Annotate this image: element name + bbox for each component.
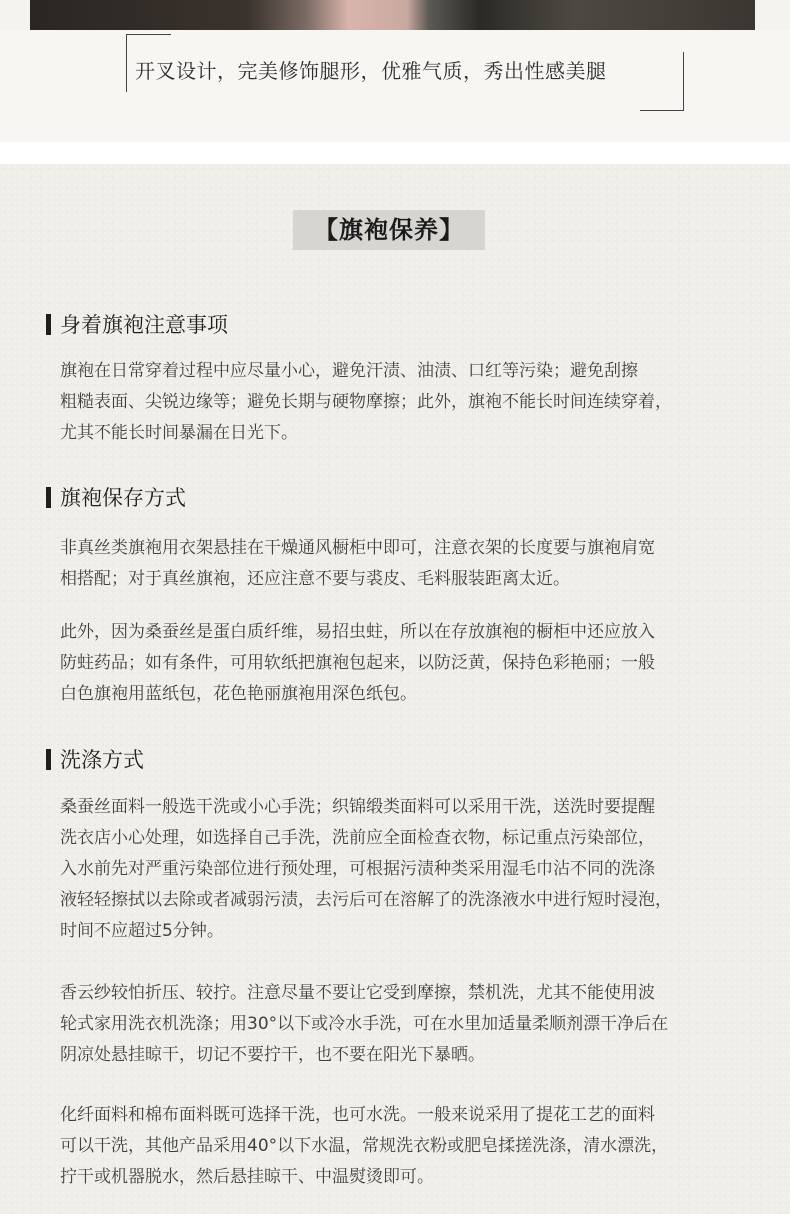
paragraph-line: 相搭配；对于真丝旗袍，还应注意不要与裘皮、毛料服装距离太近。 [60, 569, 570, 589]
section-heading [46, 747, 144, 771]
paragraph [60, 978, 755, 1071]
paragraph-line: 拧干或机器脱水，然后悬挂晾干、中温熨烫即可。 [60, 1167, 434, 1187]
heading-bar [46, 749, 51, 770]
paragraph [60, 356, 755, 449]
heading-bar [46, 314, 51, 335]
paragraph-line: 粗糙表面、尖锐边缘等；避免长期与硬物摩擦；此外，旗袍不能长时间连续穿着， [60, 392, 672, 412]
tagline-text: 开叉设计，完美修饰腿形，优雅气质，秀出性感美腿 [135, 59, 607, 83]
paragraph-line: 洗衣店小心处理，如选择自己手洗，洗前应全面检查衣物，标记重点污染部位， [60, 828, 655, 848]
paragraph-line: 防蛀药品；如有条件，可用软纸把旗袍包起来，以防泛黄，保持色彩艳丽；一般 [60, 653, 655, 673]
tagline-banner [0, 30, 790, 142]
paragraph [60, 617, 755, 710]
heading-bar [46, 487, 51, 508]
frame-corner-line [640, 110, 684, 111]
section-heading [46, 312, 228, 336]
paragraph-line: 轮式家用洗衣机洗涤；用30°以下或冷水手洗，可在水里加适量柔顺剂漂干净后在 [60, 1014, 669, 1034]
paragraph-line: 入水前先对严重污染部位进行预处理，可根据污渍种类采用湿毛巾沾不同的洗涤 [60, 859, 655, 879]
paragraph [60, 1100, 755, 1193]
paragraph-line: 此外，因为桑蚕丝是蛋白质纤维，易招虫蛀，所以在存放旗袍的橱柜中还应放入 [60, 622, 655, 642]
section-heading [46, 485, 186, 509]
paragraph-line: 白色旗袍用蓝纸包，花色艳丽旗袍用深色纸包。 [60, 684, 417, 704]
paragraph-line: 尤其不能长时间暴漏在日光下。 [60, 423, 298, 443]
paragraph-line: 旗袍在日常穿着过程中应尽量小心，避免汗渍、油渍、口红等污染；避免刮擦 [60, 361, 638, 381]
paragraph-line: 可以干洗，其他产品采用40°以下水温，常规洗衣粉或肥皂揉搓洗涤，清水漂洗， [60, 1136, 669, 1156]
paragraph-line: 化纤面料和棉布面料既可选择干洗，也可水洗。一般来说采用了提花工艺的面料 [60, 1105, 655, 1125]
product-photo-strip [30, 0, 755, 30]
section-divider [0, 142, 790, 164]
paragraph-line: 时间不应超过5分钟。 [60, 921, 224, 941]
frame-corner-line [126, 34, 171, 35]
paragraph [60, 792, 755, 947]
paragraph [60, 533, 755, 595]
paragraph-line: 阴凉处悬挂晾干，切记不要拧干，也不要在阳光下暴晒。 [60, 1045, 485, 1065]
section-title: 身着旗袍注意事项 [60, 313, 228, 337]
care-title: 【旗袍保养】 [293, 210, 485, 250]
frame-corner-line [683, 52, 684, 110]
frame-corner-line [126, 34, 127, 92]
paragraph-line: 香云纱较怕折压、较拧。注意尽量不要让它受到摩擦，禁机洗，尤其不能使用波 [60, 983, 655, 1003]
paragraph-line: 非真丝类旗袍用衣架悬挂在干燥通风橱柜中即可，注意衣架的长度要与旗袍肩宽 [60, 538, 655, 558]
paragraph-line: 液轻轻擦拭以去除或者减弱污渍，去污后可在溶解了的洗涤液水中进行短时浸泡， [60, 890, 672, 910]
section-title: 旗袍保存方式 [60, 486, 186, 510]
paragraph-line: 桑蚕丝面料一般选干洗或小心手洗；织锦缎类面料可以采用干洗，送洗时要提醒 [60, 797, 655, 817]
section-title: 洗涤方式 [60, 748, 144, 772]
